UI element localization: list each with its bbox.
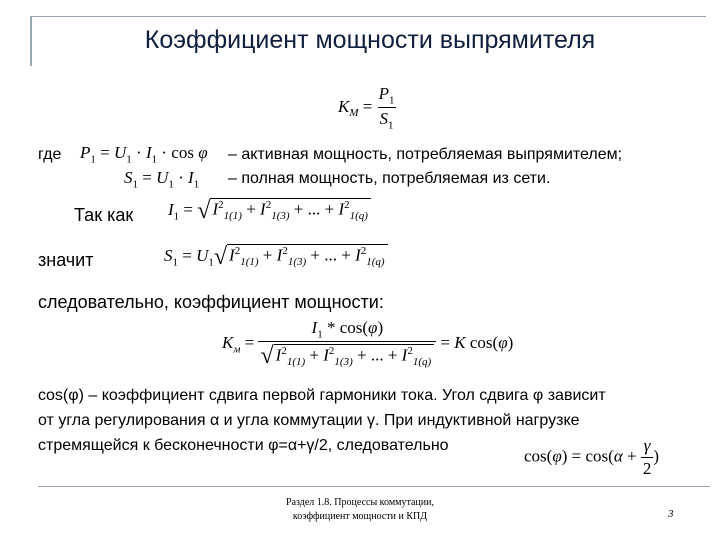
frame-top-line [30, 16, 706, 17]
slide-title: Коэффициент мощности выпрямителя [144, 26, 596, 54]
consequently-label: следовательно, коэффициент мощности: [38, 292, 384, 312]
formula-km-final: $K_м$ = $\frac{I_1 * \cos(\varphi)}{√ I^2_{1(1)} + I^2_{1(3)} + ... + I^2_{1(q)}}$ = K cos(φ) [222, 318, 514, 370]
frame-left-line [30, 16, 32, 66]
paragraph-line: от угла регулирования α и угла коммутации γ. При индуктивной нагрузке [38, 412, 580, 429]
formula-i1: $I_1$ = √ $I^2_{1(1)} + I^2_{1(3)}$ + ... + $I^2_{1(q)}$ [168, 198, 371, 225]
formula-cos-phi: cos(φ) = cos(α + $\frac{\gamma}{2}$ ) [524, 436, 660, 478]
formula-s1-expanded: $S_1 = U_1√$ $I^2_{1(1)} + I^2_{1(3)}$ + ... + $I^2_{1(q)}$ [164, 244, 388, 271]
formula-p1: $P_1 = U_1 \cdot I_1 \cdot \cos \varphi$ [80, 143, 208, 166]
p1-description: – активная мощность, потребляемая выпрямителем; [228, 146, 623, 163]
footer-divider [38, 486, 710, 487]
page-number: 3 [668, 508, 674, 520]
s1-description: – полная мощность, потребляемая из сети. [228, 170, 551, 187]
since-label: Так как [74, 205, 134, 225]
footer-line: Раздел 1.8. Процессы коммутации, [286, 497, 434, 508]
footer-line: коэффициент мощности и КПД [292, 511, 428, 522]
formula-km: $K_M$ = $\frac{P_1}{S_1}$ [338, 84, 395, 132]
footer [230, 496, 490, 524]
formula-s1: $S_1 = U_1 \cdot I_1$ [124, 168, 200, 191]
paragraph-line: cos(φ) – коэффициент сдвига первой гармоники тока. Угол сдвига φ зависит [38, 387, 606, 404]
paragraph-line: стремящейся к бесконечности φ=α+γ/2, следовательно [38, 437, 449, 454]
where-label: где [38, 146, 62, 163]
therefore-label: значит [38, 250, 94, 270]
